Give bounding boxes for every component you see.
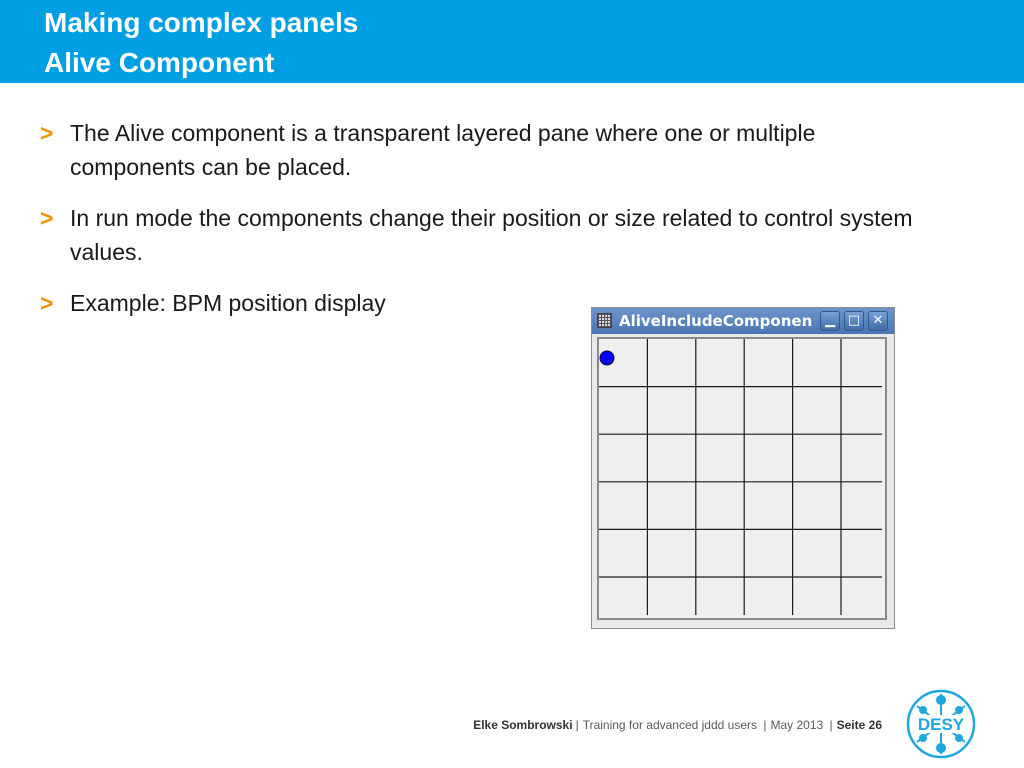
- bullet-marker-icon: >: [40, 205, 54, 231]
- bullet-marker-icon: >: [40, 120, 54, 146]
- bullet-list: [40, 116, 920, 337]
- grid-lines: [599, 339, 882, 615]
- app-grid-icon[interactable]: [597, 313, 612, 328]
- bpm-grid: [599, 339, 885, 618]
- alive-panel: [597, 337, 887, 620]
- footer-date: May 2013: [770, 718, 824, 732]
- slide-header: [0, 0, 1024, 83]
- bullet-text: In run mode the components change their position or size related to control system values.: [70, 205, 913, 265]
- bullet-text: Example: BPM position display: [70, 290, 386, 316]
- slide-footer: Elke Sombrowski | Training for advanced jddd users | May 2013 | Seite 26: [473, 718, 882, 732]
- slide-subtitle: Alive Component: [44, 47, 275, 78]
- slide-title: Making complex panels: [44, 7, 359, 38]
- desy-logo-icon: [905, 688, 977, 760]
- bullet-marker-icon: >: [40, 290, 54, 316]
- window-titlebar[interactable]: [592, 308, 894, 334]
- bpm-position-marker: [600, 351, 614, 365]
- alive-include-component-window: [591, 307, 895, 629]
- bullet-item: [40, 116, 920, 184]
- footer-page-number: Seite 26: [836, 718, 882, 732]
- close-button[interactable]: ✕: [868, 311, 888, 331]
- footer-author: Elke Sombrowski: [473, 718, 573, 732]
- minimize-button[interactable]: ▁: [820, 311, 840, 331]
- bullet-item: [40, 201, 920, 269]
- maximize-button[interactable]: □: [844, 311, 864, 331]
- desy-logo-text: DESY: [917, 715, 965, 734]
- footer-event: Training for advanced jddd users: [582, 718, 758, 732]
- bullet-text: The Alive component is a transparent layered pane where one or multiple components can be placed.: [70, 120, 816, 180]
- window-title: AliveIncludeComponen: [619, 312, 813, 330]
